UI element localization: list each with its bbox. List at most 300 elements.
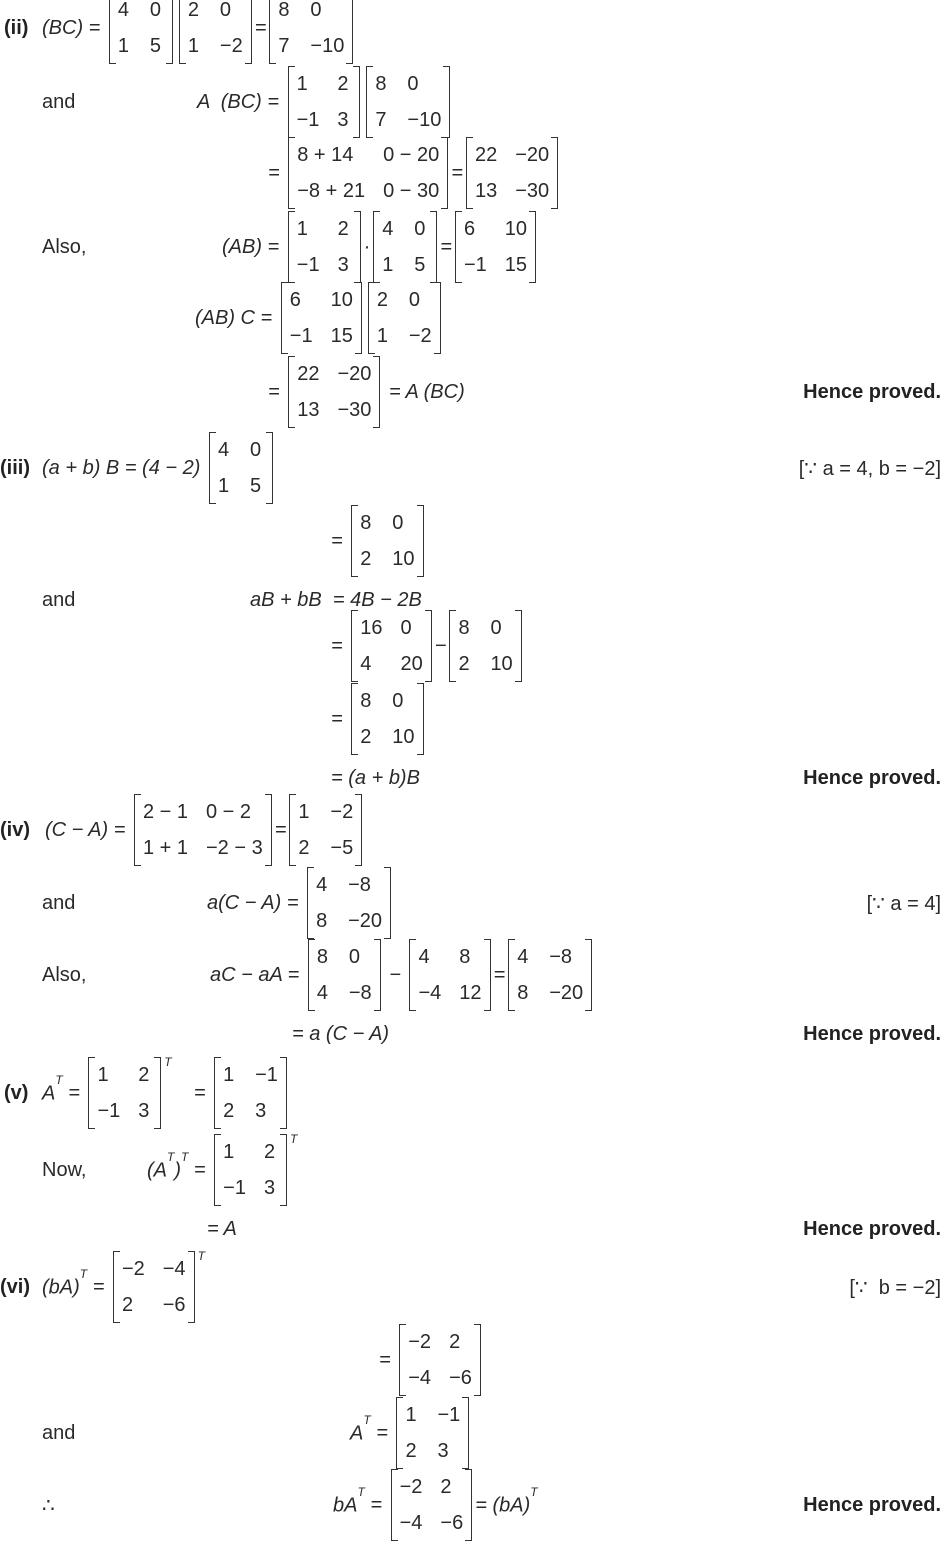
matrix-entry: 0 − 20: [383, 144, 440, 166]
math-text-body: −: [383, 963, 407, 986]
matrix-entry: 0: [392, 690, 404, 712]
matrix-entry: 0: [490, 617, 502, 639]
matrix: [288, 66, 361, 138]
matrix-entry: −20: [549, 982, 584, 1004]
matrix-group: [365, 282, 444, 354]
matrix-entry: 13: [474, 180, 498, 202]
matrix-entry: 13: [297, 399, 320, 421]
matrix-entry: −8: [549, 946, 573, 968]
hence-proved: Hence proved.: [803, 1217, 941, 1240]
matrix: [399, 1324, 481, 1396]
math-text-body: A (BC) =: [197, 90, 285, 113]
matrix-group: [285, 66, 364, 138]
matrix: [455, 211, 536, 283]
matrix-entry: 0 − 30: [383, 180, 440, 202]
equation: [207, 868, 394, 938]
math-text: [188, 1159, 211, 1182]
math-text-body: =: [364, 1493, 388, 1516]
math-text-body: =: [171, 1081, 212, 1104]
matrix-group: [131, 794, 275, 866]
superscript: T: [357, 1484, 365, 1499]
matrix-entry: 5: [149, 35, 162, 57]
matrix-entry: 3: [138, 1100, 150, 1122]
math-text-body: (a + b) B = (4 − 2): [42, 456, 206, 479]
matrix-entry: 15: [504, 254, 528, 276]
matrix-entry: 8: [316, 946, 328, 968]
matrix-group: [285, 137, 451, 209]
equation: [45, 795, 365, 865]
math-text: [384, 964, 407, 987]
math-text: [45, 819, 131, 842]
matrix: [281, 282, 362, 354]
superscript: T: [363, 1412, 371, 1427]
matrix-entry: 3: [263, 1177, 276, 1199]
matrix-group: [266, 0, 356, 64]
part-label: (iv): [0, 818, 30, 841]
math-text-body: (BC) =: [42, 16, 106, 39]
math-text: [172, 1082, 211, 1105]
matrix-entry: −8: [348, 982, 372, 1004]
lead-word: and: [42, 588, 76, 611]
matrix-entry: 6: [463, 218, 476, 240]
matrix-entry: −1: [296, 254, 320, 276]
matrix-group: [363, 66, 453, 138]
equation-line: [0, 357, 943, 427]
matrix: [288, 137, 448, 209]
matrix-entry: 6: [289, 289, 301, 311]
matrix-entry: 4: [360, 653, 372, 675]
matrix-entry: 2: [138, 1064, 150, 1086]
math-text: [207, 892, 304, 915]
equation: [331, 611, 525, 681]
math-text-body: a(C − A) =: [207, 891, 305, 914]
matrix-entry: 8: [360, 512, 372, 534]
math-text: [371, 1422, 394, 1445]
matrix-entry: −4: [162, 1258, 186, 1280]
equation-line: [0, 1398, 943, 1468]
matrix-entry: 1: [382, 254, 394, 276]
transpose-superscript: T: [164, 1055, 172, 1069]
equation: [333, 1470, 538, 1540]
matrix-entry: 2: [337, 73, 349, 95]
matrix-entry: 8: [459, 946, 471, 968]
matrix-group: [396, 1324, 484, 1396]
matrix-entry: 7: [375, 109, 387, 131]
matrix: [209, 432, 273, 504]
matrix-group: [446, 610, 524, 682]
matrix-entry: −1: [463, 254, 487, 276]
math-text-body: =: [254, 16, 267, 39]
matrix-entry: −6: [162, 1294, 186, 1316]
matrix-entry: 2: [187, 0, 200, 21]
matrix-entry: −6: [449, 1367, 472, 1389]
math-text-body: =: [440, 235, 452, 258]
superscript: T: [79, 1266, 88, 1281]
math-text-body: (AB) C =: [195, 306, 278, 329]
equation-line: [0, 1055, 943, 1128]
matrix-entry: −30: [515, 180, 550, 202]
matrix-entry: −30: [337, 399, 372, 421]
matrix-entry: 2: [121, 1294, 134, 1316]
math-text: [364, 236, 371, 259]
math-text: [255, 17, 267, 40]
matrix-entry: 2: [298, 837, 310, 859]
matrix-group: [278, 282, 365, 354]
math-text: [440, 236, 452, 259]
math-text-body: =: [268, 380, 286, 403]
matrix-entry: 1: [217, 475, 230, 497]
given-note: [∵ b = −2]: [849, 1276, 941, 1299]
matrix-entry: −1: [437, 1404, 461, 1426]
math-text: [333, 1484, 365, 1518]
matrix-entry: −20: [348, 910, 383, 932]
equation: [268, 138, 561, 208]
matrix-entry: −4: [408, 1367, 432, 1389]
matrix: [113, 1251, 195, 1323]
matrix-entry: 8: [458, 617, 470, 639]
equation: [42, 433, 276, 503]
matrix-group: [388, 1469, 476, 1541]
matrix-entry: 10: [392, 548, 415, 570]
equation-line: [0, 1325, 943, 1395]
matrix-entry: 10: [504, 218, 528, 240]
matrix-entry: 20: [400, 653, 423, 675]
matrix-entry: 12: [459, 982, 482, 1004]
matrix-entry: −2: [408, 325, 432, 347]
matrix-entry: 4: [117, 0, 130, 21]
matrix-group: [85, 1057, 171, 1129]
equation: [42, 1249, 205, 1322]
equation: [350, 1398, 472, 1468]
part-label: (iii): [0, 456, 30, 479]
matrix-entry: −1: [296, 109, 320, 131]
matrix-entry: 4: [316, 982, 328, 1004]
matrix-group: [370, 211, 440, 283]
math-text: [42, 1072, 63, 1106]
matrix-entry: 2: [360, 726, 372, 748]
math-text: [331, 635, 348, 658]
matrix-entry: 1: [296, 73, 308, 95]
math-text-body: aB + bB = 4B − 2B: [250, 588, 422, 611]
matrix-group: [393, 1397, 472, 1469]
matrix-entry: −2: [399, 1476, 423, 1498]
math-text: [331, 767, 420, 790]
math-text-body: ): [174, 1159, 182, 1182]
matrix-group: [286, 794, 365, 866]
superscript: T: [167, 1149, 175, 1164]
equation-line: [0, 212, 943, 282]
matrix-group: [211, 1057, 290, 1129]
math-text-body: (AB) =: [222, 235, 285, 258]
math-text-body: aC − aA =: [210, 963, 305, 986]
matrix-entry: 1: [117, 35, 130, 57]
matrix-group: [452, 211, 539, 283]
equation: [42, 0, 356, 63]
matrix-entry: −2: [330, 801, 354, 823]
lead-word: and: [42, 891, 76, 914]
equation-line: [0, 868, 943, 938]
matrix-entry: 4: [382, 218, 394, 240]
matrix-entry: 0: [348, 946, 360, 968]
matrix-entry: 2: [449, 1331, 461, 1353]
matrix-entry: 0: [249, 439, 262, 461]
lead-word: and: [42, 90, 76, 113]
math-text: [331, 530, 348, 553]
matrix-entry: −2: [408, 1331, 432, 1353]
math-text-body: −: [434, 634, 447, 657]
math-text-body: =: [331, 529, 349, 552]
math-text: [174, 1149, 189, 1183]
math-text: [275, 819, 287, 842]
math-text: [268, 162, 285, 185]
matrix-entry: −6: [440, 1512, 464, 1534]
matrix-entry: −1: [289, 325, 313, 347]
matrix-entry: 3: [337, 109, 349, 131]
matrix: [179, 0, 252, 64]
matrix-entry: 4: [217, 439, 230, 461]
equation: [197, 67, 453, 137]
matrix-entry: 1: [223, 1141, 235, 1163]
matrix-entry: 10: [330, 289, 353, 311]
math-text: [365, 1494, 388, 1517]
matrix-entry: −4: [418, 982, 442, 1004]
matrix: [351, 610, 432, 682]
math-text: [292, 1023, 389, 1046]
equation: [268, 357, 465, 427]
matrix: [391, 1469, 473, 1541]
math-text: [494, 964, 506, 987]
math-text-body: A: [350, 1422, 364, 1445]
matrix-entry: 0: [219, 0, 232, 21]
matrix-entry: 0: [408, 289, 420, 311]
equation-line: [0, 1470, 943, 1540]
transpose-superscript: T: [197, 1249, 205, 1263]
equation-line: [0, 433, 943, 503]
matrix-entry: 1: [376, 325, 388, 347]
matrix: [307, 867, 391, 939]
matrix: [269, 0, 353, 64]
math-text: [197, 91, 285, 114]
matrix-group: [285, 211, 364, 283]
math-text: [379, 1349, 396, 1372]
matrix-entry: 8: [517, 982, 529, 1004]
matrix-entry: −5: [330, 837, 354, 859]
matrix-entry: 2: [458, 653, 470, 675]
matrix-entry: 7: [278, 35, 290, 57]
matrix-entry: 2: [440, 1476, 452, 1498]
matrix-entry: 0: [392, 512, 404, 534]
math-text-body: bA: [333, 1494, 358, 1517]
matrix-entry: 8: [278, 0, 290, 21]
math-text: [42, 17, 106, 40]
matrix-entry: 3: [437, 1440, 449, 1462]
matrix-entry: 4: [517, 946, 529, 968]
lead-word: Also,: [42, 235, 87, 258]
matrix-entry: 1: [223, 1064, 235, 1086]
math-text: [87, 1276, 110, 1299]
matrix-entry: −2 − 3: [206, 837, 263, 859]
math-text: [475, 1484, 538, 1518]
part-label: (vi): [0, 1275, 30, 1298]
math-text: [195, 307, 278, 330]
matrix-entry: 2: [405, 1440, 417, 1462]
math-text: [147, 1149, 175, 1183]
hence-proved: Hence proved.: [803, 380, 941, 403]
equation: [222, 212, 539, 282]
math-text-body: =: [62, 1081, 86, 1104]
lead-word: Now,: [42, 1158, 87, 1181]
math-text: [451, 162, 463, 185]
math-text: [331, 708, 348, 731]
matrix-entry: 5: [249, 475, 262, 497]
matrix-entry: 8 + 14: [297, 144, 354, 166]
matrix-entry: 0: [400, 617, 412, 639]
matrix-entry: 0: [414, 218, 426, 240]
math-text: [222, 236, 285, 259]
matrix-entry: 0: [310, 0, 322, 21]
matrix-entry: 1 + 1: [142, 837, 188, 859]
equation-line: [0, 795, 943, 865]
matrix: [214, 1057, 287, 1129]
matrix-entry: −20: [515, 144, 550, 166]
matrix-entry: 4: [316, 874, 328, 896]
math-text: [63, 1082, 86, 1105]
matrix-entry: 2: [263, 1141, 276, 1163]
math-text: [350, 1412, 371, 1446]
math-text-body: =: [274, 818, 287, 841]
math-text: [435, 635, 447, 658]
matrix-entry: 1: [405, 1404, 417, 1426]
math-text-body: =: [331, 707, 349, 730]
lead-word: ∴: [42, 1494, 55, 1517]
matrix: [366, 66, 450, 138]
equation: [379, 1325, 484, 1395]
matrix-entry: 2: [223, 1100, 235, 1122]
lead-word: and: [42, 1421, 76, 1444]
math-text-body: = (a + b)B: [331, 766, 420, 789]
math-text-body: =: [331, 634, 349, 657]
superscript: T: [55, 1072, 63, 1087]
equation-line: [0, 1249, 943, 1322]
math-text-body: =: [379, 1348, 397, 1371]
matrix-entry: 2: [376, 289, 388, 311]
math-text-body: A: [42, 1082, 56, 1105]
math-text: [383, 381, 464, 404]
equation-line: [0, 67, 943, 137]
matrix-group: [285, 356, 383, 428]
matrix-group: [304, 867, 394, 939]
matrix: [289, 794, 362, 866]
matrix-entry: −1: [223, 1177, 246, 1199]
equation-line: [0, 0, 943, 63]
matrix-entry: 1: [97, 1064, 109, 1086]
matrix-group: [110, 1251, 205, 1323]
equation: [42, 1055, 290, 1128]
matrix-entry: 10: [490, 653, 513, 675]
matrix-entry: −8 + 21: [297, 180, 366, 202]
matrix-entry: −10: [310, 35, 345, 57]
matrix-entry: 0: [149, 0, 162, 21]
math-text: [250, 589, 422, 612]
math-text-body: = (bA): [475, 1494, 531, 1517]
matrix: [288, 356, 380, 428]
math-text-body: ·: [363, 235, 371, 258]
math-text-body: = a (C − A): [292, 1022, 390, 1045]
matrix-entry: −8: [348, 874, 371, 896]
matrix-group: [348, 610, 435, 682]
math-text-body: =: [370, 1421, 394, 1444]
equation-line: [0, 611, 943, 681]
matrix-entry: −10: [407, 109, 442, 131]
matrix-entry: 2: [360, 548, 372, 570]
matrix-entry: 8: [316, 910, 328, 932]
math-text-body: (A: [147, 1159, 167, 1182]
matrix-entry: −1: [255, 1064, 278, 1086]
matrix: [396, 1397, 469, 1469]
matrix-entry: −20: [337, 363, 372, 385]
matrix-entry: −2: [219, 35, 243, 57]
math-text-body: = A (BC): [383, 380, 465, 403]
part-label: (ii): [4, 16, 29, 39]
equation-line: [0, 283, 943, 353]
matrix-entry: 3: [337, 254, 349, 276]
matrix-entry: 4: [418, 946, 430, 968]
matrix-entry: −1: [97, 1100, 121, 1122]
given-note: [∵ a = 4]: [866, 892, 941, 915]
given-note: [∵ a = 4, b = −2]: [798, 457, 941, 480]
matrix-entry: 0 − 2: [206, 801, 252, 823]
hence-proved: Hence proved.: [803, 1493, 941, 1516]
equation: [195, 283, 444, 353]
matrix-entry: 16: [360, 617, 383, 639]
math-text: [268, 381, 285, 404]
matrix-entry: −2: [121, 1258, 145, 1280]
math-text: [42, 1266, 88, 1300]
matrix: [88, 1057, 161, 1129]
matrix: [368, 282, 441, 354]
hence-proved: Hence proved.: [803, 766, 941, 789]
math-text: [210, 964, 305, 987]
matrix: [449, 610, 521, 682]
matrix-group: [206, 432, 276, 504]
matrix: [109, 0, 173, 64]
math-text-body: =: [268, 161, 286, 184]
math-text-body: (C − A) =: [45, 818, 131, 841]
math-text-body: =: [87, 1275, 110, 1298]
math-text-body: =: [493, 963, 506, 986]
matrix-entry: 10: [392, 726, 415, 748]
matrix-entry: 1: [187, 35, 200, 57]
matrix-entry: 22: [474, 144, 498, 166]
math-text-body: = A: [207, 1217, 237, 1240]
matrix-entry: 1: [296, 218, 308, 240]
matrix: [466, 137, 558, 209]
matrix-entry: 5: [414, 254, 426, 276]
matrix: [134, 794, 272, 866]
matrix-entry: −4: [399, 1512, 423, 1534]
matrix-entry: 2 − 1: [142, 801, 188, 823]
math-text-body: =: [451, 161, 463, 184]
math-text-body: =: [188, 1158, 212, 1181]
matrix-entry: 8: [375, 73, 387, 95]
part-label: (v): [4, 1081, 29, 1104]
matrix-entry: 3: [255, 1100, 267, 1122]
matrix-entry: 2: [337, 218, 349, 240]
matrix-entry: 22: [297, 363, 320, 385]
superscript: T: [530, 1484, 538, 1499]
math-text: [42, 457, 206, 480]
matrix-entry: 0: [407, 73, 419, 95]
